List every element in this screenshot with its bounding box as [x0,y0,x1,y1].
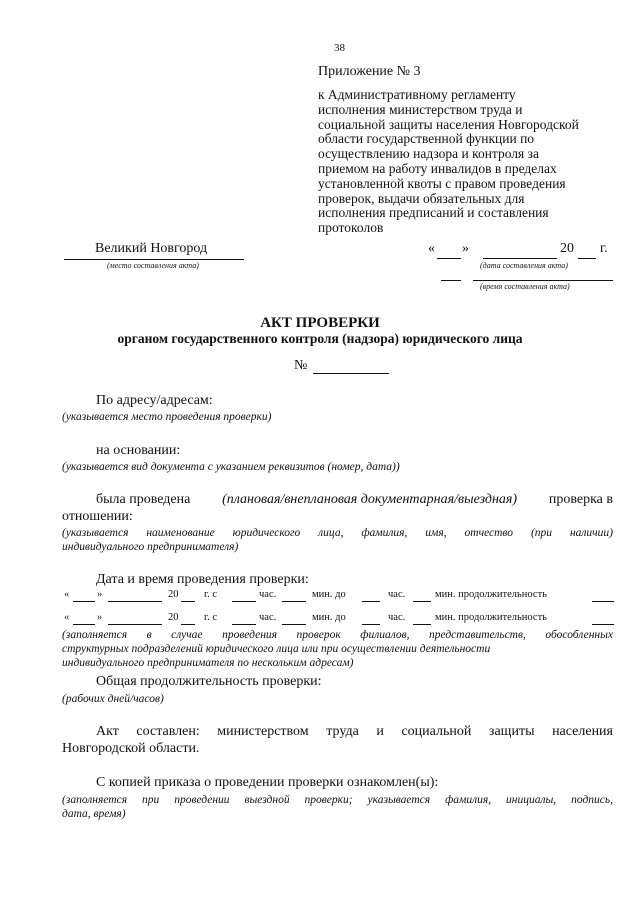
date-close: » [462,241,469,256]
date-year: 20 [560,241,574,256]
row2-hour: час. [259,612,277,623]
row1-min-to: мин. до [312,589,346,600]
address-note: (указывается место проведения проверки) [62,411,272,423]
row2-min-line [282,624,306,625]
copy-label: С копией приказа о проведении проверки ознакомлен(ы): [96,775,439,790]
row2-min-dur: мин. продолжительность [435,612,547,623]
date-suffix: г. [600,241,608,256]
row1-day-line [73,601,95,602]
row2-hour-line [232,624,256,625]
basis-note: (указывается вид документа с указанием реквизитов (номер, дата)) [62,461,400,473]
datetime-label: Дата и время проведения проверки: [96,572,309,587]
date-day-line [437,258,461,259]
row1-hour2-line [362,601,380,602]
row2-close: » [97,612,103,623]
appendix-title: Приложение № 3 [318,64,421,79]
conducted-note: (указывается наименование юридического лица, фамилия, имя, отчество (при наличии) индивидуального предпринимателя) [62,527,613,553]
document-subtitle: органом государственного контроля (надзора) юридического лица [117,331,523,346]
row1-min-dur: мин. продолжительность [435,589,547,600]
row1-month-line [108,601,162,602]
row1-g: г. с [204,589,218,600]
date-caption: (дата составления акта) [480,261,568,270]
time-line-1 [441,280,461,281]
row2-year-line [181,624,195,625]
row1-open: « [64,589,70,600]
document-title: АКТ ПРОВЕРКИ [260,315,380,331]
datetime-note: (заполняется в случае проведения проверок филиалов, представительств, обособленных структурных подразделений юридического лица или при осуществлении деятельности индивидуального предпринимателя по нескольким адресам) [62,629,613,669]
row2-min-to: мин. до [312,612,346,623]
basis-label: на основании: [96,443,181,458]
row1-hour-line [232,601,256,602]
place-underline [64,259,244,260]
place-value: Великий Новгород [95,241,208,256]
composed-line2: Новгородской области. [62,741,200,756]
row2-dur-line [592,624,614,625]
row2-day-line [73,624,95,625]
row2-year: 20 [168,612,179,623]
page-number: 38 [334,42,345,54]
address-label: По адресу/адресам: [96,393,213,408]
row2-hour2-line [362,624,380,625]
row1-close: » [97,589,103,600]
row1-year-line [181,601,195,602]
place-caption: (место составления акта) [107,261,199,270]
row1-min2-line [413,601,431,602]
row2-g: г. с [204,612,218,623]
row1-hour: час. [259,589,277,600]
time-line-2 [473,280,613,281]
row2-open: « [64,612,70,623]
conducted-line: была проведена (плановая/внеплановая документарная/выездная) проверка в [96,492,613,507]
act-number-line [313,373,389,374]
row2-min2-line [413,624,431,625]
row1-hour2: час. [388,589,406,600]
row1-dur-line [592,601,614,602]
date-year-line [578,258,596,259]
row1-min-line [282,601,306,602]
date-month-line [483,258,557,259]
time-caption: (время составления акта) [480,282,570,291]
row2-hour2: час. [388,612,406,623]
total-label: Общая продолжительность проверки: [96,674,322,689]
row1-year: 20 [168,589,179,600]
total-note: (рабочих дней/часов) [62,693,164,705]
appendix-text: к Административному регламенту исполнения министерством труда и социальной защиты населения Новгородской области государственной функции по осуществлению надзора и контроля за приемом на работу инвалидов в пределах установленной квоты с правом проведения проверок, выдачи обязательных для исполнения предписаний и составления протоколов [318,87,579,236]
conducted-line2: отношении: [62,509,133,524]
row2-month-line [108,624,162,625]
copy-note: (заполняется при проведении выездной проверки; указывается фамилия, инициалы, подпись, дата, время) [62,794,613,820]
composed-line1: Акт составлен: министерством труда и социальной защиты населения [96,724,613,739]
date-open: « [428,241,435,256]
act-number-label: № [294,358,308,373]
